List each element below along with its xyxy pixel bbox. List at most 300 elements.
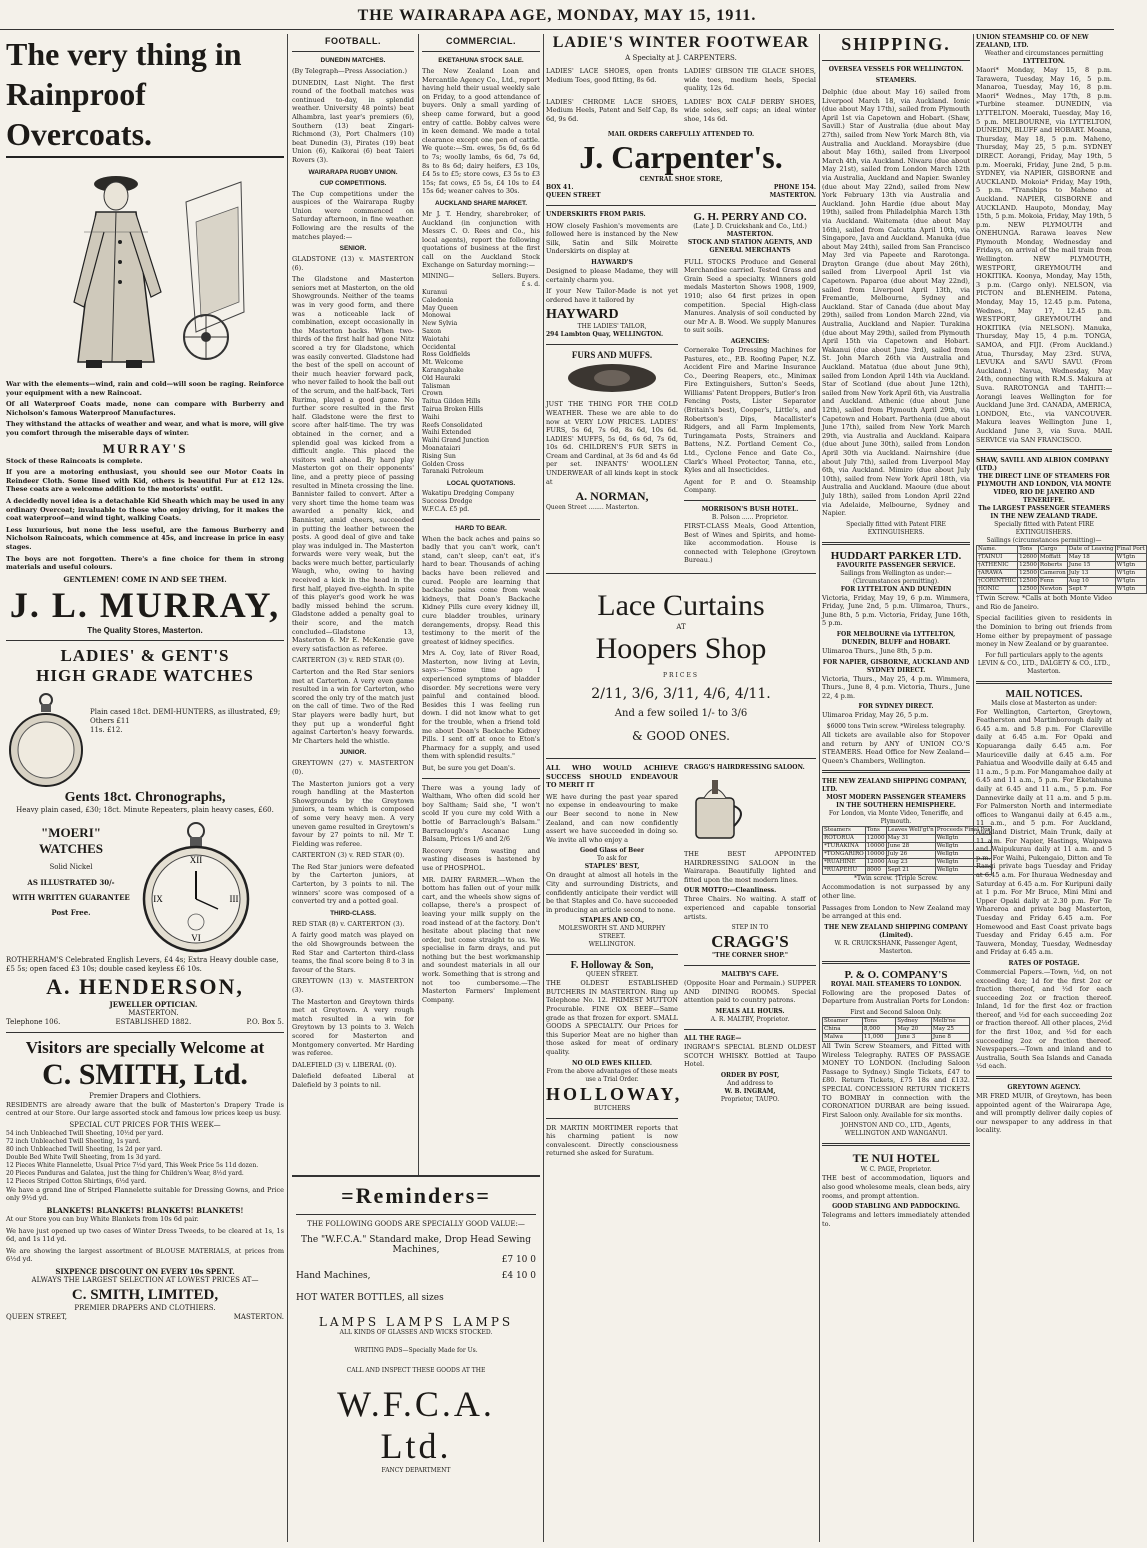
perry-sub: STOCK AND STATION AGENTS, AND GENERAL MERCHANTS bbox=[687, 238, 813, 254]
nzsc-route: For London, via Monte Video, Teneriffe, and Plymouth. bbox=[828, 810, 964, 826]
nzsc-column-header: Steamers bbox=[823, 827, 866, 835]
mine-row bbox=[422, 359, 540, 367]
dunedin-by: (By Telegraph—Press Association.) bbox=[292, 67, 407, 75]
nzsc-name: THE NEW ZEALAND SHIPPING COMPANY (Limited). bbox=[824, 923, 968, 939]
staples-name: STAPLES AND CO., bbox=[579, 917, 645, 925]
greytown-third-match: GREYTOWN (13) v. MASTERTON (3). bbox=[292, 977, 414, 994]
hard-to-bear-head: HARD TO BEAR. bbox=[455, 524, 507, 532]
huddart-sub: FAVOURITE PASSENGER SERVICE. bbox=[836, 561, 956, 569]
underskirts-body: HOW closely Fashion's movements are followed here is instanced by the New Silk, Satin and Silk Moirette Underskirts on display at bbox=[546, 221, 678, 256]
shaw-row bbox=[977, 554, 1147, 562]
mine-row bbox=[422, 375, 540, 383]
mine-row bbox=[422, 383, 540, 391]
perry-agent: Agent for P. and O. Steamship Company. bbox=[684, 477, 816, 495]
prices-label: PRICES bbox=[662, 671, 699, 679]
cup-body: The Cup competitions under the auspices of the Wairarapa Rugby Union were commenced on Saturday afternoon, in fine weather. Following are the results of the matches played:— bbox=[292, 189, 414, 241]
nzsc-column-header: Leaves Well'gt'n bbox=[887, 827, 934, 834]
shaw-cell: June 15 bbox=[1067, 562, 1115, 570]
mine-row bbox=[422, 461, 540, 469]
po-cell: June 3 bbox=[896, 1033, 932, 1041]
hard-to-bear-body-3: But, be sure you get Doan's. bbox=[422, 764, 516, 773]
shaw-cell: 12500 bbox=[1019, 570, 1037, 577]
smith-headline: Visitors are specially Welcome at bbox=[25, 1037, 265, 1057]
football-section-head: FOOTBALL. bbox=[325, 36, 381, 46]
morrison-prop: B. Polson ...... Proprietor. bbox=[711, 514, 789, 521]
cragg-chairs: Three Chairs. No waiting. A staff of experienced and capable tonsorial artists. bbox=[684, 895, 816, 921]
reminders-lamps-sub: ALL KINDS OF GLASSES AND WICKS STOCKED. bbox=[339, 1329, 493, 1336]
rage-head: ALL THE RAGE— bbox=[684, 1034, 742, 1042]
smith-items-list bbox=[6, 1130, 284, 1186]
shaw-head: SHAW, SAVILL AND ALBION COMPANY (LTD.) bbox=[976, 457, 1110, 473]
nzsc-cell: *RUAPEHU bbox=[823, 867, 866, 875]
staples-best: STAPLES' BEST, bbox=[584, 863, 640, 871]
nzsc-cell: 12000 bbox=[866, 859, 885, 866]
nzsc-column-header: Tons bbox=[865, 827, 886, 835]
lace-soiled: And a few soiled 1/- to 3/6 bbox=[614, 707, 748, 719]
nzsc-ship-table bbox=[822, 826, 992, 875]
local-name: W.F.C.A. £5 pd. bbox=[422, 505, 470, 513]
smith-always: ALWAYS THE LARGEST SELECTION AT LOWEST PRICES AT— bbox=[31, 1276, 259, 1285]
po-class: First and Second Saloon Only. bbox=[850, 1008, 942, 1016]
mine-name: Old Hauraki bbox=[422, 374, 461, 382]
smith-name: C. SMITH, Ltd. bbox=[42, 1057, 248, 1091]
postage-body: Commercial Papers.—Town, ½d, on not exceeding 4oz; 1d for the first 2oz or fraction thereof, and ½d for each succeeding 2oz or fraction thereof. Inland, 1d for the first 4oz or fraction thereof, and ½d for each succeeding 2oz or fraction thereof. All other places, 2½d for the first 10oz, and ½d for each succeeding 2oz or fraction thereof. Newspapers.—Town and inland and to Australia, South Sea Islands and Canada ½d each. bbox=[976, 967, 1112, 1071]
shaw-cell: W'lgtn bbox=[1115, 562, 1146, 570]
column-rule bbox=[973, 34, 974, 1542]
mine-name: Reefs Consolidated bbox=[422, 421, 483, 429]
holloway-trial: From the above advantages of these meats use a Trial Order. bbox=[546, 1067, 678, 1083]
mine-row bbox=[422, 468, 540, 476]
furs-head: FURS AND MUFFS. bbox=[571, 350, 653, 361]
units-label: £ s. d. bbox=[521, 281, 540, 289]
nzsc-cell: 8000 bbox=[865, 867, 886, 875]
mail-body: For Wellington, Carterton, Greytown, Featherston and Martinborough daily at 6.45 a.m. and 5.8 p.m. For Clareville daily at 6.45 a.m. For Opaki and Kopuaranga daily 6.45 a.m. For Mauriceville daily at 6.45 a.m. For Pahiatua and Woodville daily at 6.45 and 11 a.m., 5 p.m. For Mangamahoe daily at 6.45 and 11 a.m., 5 p.m. For Eketahuna daily at 6.45 and 11 a.m., 5 p.m. For Dannevirke daily at 11 a.m. and 5 p.m. For Palmerston North and intermediate offices to Wanganui daily at 6.45 a.m., 11 a.m., and 5 p.m. For Auckland, Auckland District, Main Trunk, daily at 11 a.m. For Napier, Hastings, Waipawa and Waipukurau daily at 11 a.m. and 5 p.m. For Waihi, Pukengaio, Ditton and Te Rangi private bags Tuesday and Friday at 6.45 a.m. For Ihuraua Wednesday and Saturday at 6.45 a.m. For Kuripuni daily at 1 p.m. For Mr Bruce, Mini Mini and Upper Opaki daily at 2.30 p.m. For Te Whareroa and private bag Masterton, Tuesday and Friday 6.45 a.m. For Homewood and East Coast private bags Tuesday and Friday 6.45 a.m. For Tauwera, Monday, Tuesday, Wednesday and Friday at 6.45 a.m. bbox=[976, 707, 1112, 957]
shaw-cell: Fenn bbox=[1038, 578, 1067, 586]
mine-row bbox=[422, 312, 540, 320]
shaw-row bbox=[977, 586, 1147, 594]
smith-item: Double Bed White Twill Sheeting, from 1s 3d yard. bbox=[6, 1153, 161, 1161]
nzsc-cell: *TURAKINA bbox=[823, 843, 866, 851]
shaw-cell: Cameron bbox=[1039, 570, 1066, 577]
mine-name: Waihi Extended bbox=[422, 429, 472, 437]
nzsc-row bbox=[823, 867, 992, 875]
column-3-commercial bbox=[422, 34, 540, 1168]
henderson-headline-1: LADIES' & GENT'S bbox=[60, 645, 230, 665]
po-cell: June 8 bbox=[931, 1033, 969, 1041]
henderson-advertisement bbox=[6, 646, 284, 1027]
maltby-meals: MEALS ALL HOURS. bbox=[715, 1007, 785, 1015]
po-body: All Twin Screw Steamers, and Fitted with Wireless Telegraphy. RATES OF PASSAGE MONEY TO LONDON. (Including Saloon Passage to Sydney.) Single Tickets, £47 to £80. Return Tickets, £75 18s and £132. SPECIAL CONCESSION RETURN TICKETS TO BOMBAY in connection with the CORONATION DURBAR are being issued. First Saloon only. Available for six months. bbox=[822, 1041, 970, 1119]
column-rule bbox=[543, 34, 544, 1542]
balsam-poem: There was a young lady of Waltham, Who often did scold her boy Saltham; Said she, "I won't scold If you cure my cold With a bottle of Barraclough's Balsam." Barraclough's Ascanac Lung Balsam, Prices 1/6 and 2/6 bbox=[422, 783, 540, 844]
specially-fitted: Specially fitted with Patent FIRE EXTINGUISHERS. bbox=[846, 520, 946, 536]
po-column-header: Melb'ne bbox=[931, 1017, 969, 1025]
sydney-body: Ulimaroa Friday, May 26, 5 p.m. bbox=[822, 711, 929, 720]
shaw-agents: LEVIN & CO., LTD., DALGETY & CO., LTD., Masterton. bbox=[977, 659, 1111, 675]
reminders-writing: WRITING PADS—Specially Made for Us. bbox=[354, 1347, 478, 1354]
maltby-body: (Opposite Hoar and Permain.) SUPPER AND DINING ROOMS. Special attention paid to country patrons. bbox=[684, 979, 816, 1005]
stock-sale-head: EKETAHUNA STOCK SALE. bbox=[438, 57, 524, 64]
junior-match: GREYTOWN (27) v. MASTERTON (0). bbox=[292, 759, 414, 776]
column-1 bbox=[6, 34, 284, 1542]
haywards: HAYWARD'S bbox=[591, 258, 633, 266]
holloway-body: THE OLDEST ESTABLISHED BUTCHERS IN MASTERTON. Ring up Telephone No. 12. PRIMEST MUTTON Procurable. FINE OX BEEF—Same grade as that frozen for export. SMALL GOODS A SPECIALTY. Our Prices for this Superior Meat are no higher than those asked for meat of ordinary quality. bbox=[546, 979, 678, 1057]
napier-body: Victoria, Thurs., May 25, 4 p.m. Wimmera, Thurs., June 8, 4 p.m. Victoria, Thurs., June 22, 4 p.m. bbox=[822, 674, 970, 700]
po-intro: Following are the proposed Dates of Departure from Australian Ports for London: bbox=[822, 988, 970, 1006]
perry-name: G. H. PERRY AND CO. bbox=[693, 210, 807, 223]
shaw-cell: July 13 bbox=[1067, 570, 1115, 578]
holloway-name: HOLLOWAY, bbox=[546, 1083, 683, 1104]
good-stabling: GOOD STABLING AND PADDOCKING. bbox=[832, 1203, 960, 1211]
henderson-box: P.O. Box 5. bbox=[246, 1017, 284, 1026]
shaw-column-header: Final Port bbox=[1116, 546, 1145, 553]
mortimer-ad: DR MARTIN MORTIMER reports that his charming patient is now convalescent. Directly consciousness returned she asked for Suratum. bbox=[546, 1123, 678, 1158]
shoe-item: LADIES' GIBSON TIE GLACE SHOES, wide toes, medium heels, Special quality, 12s 6d. bbox=[684, 67, 816, 93]
mine-row bbox=[422, 406, 540, 414]
shaw-cell: W'lgtn bbox=[1115, 578, 1146, 586]
tenui-head: TE NUI HOTEL bbox=[852, 1151, 940, 1166]
carterton-body: Carterton and the Red Star seniors met at Carterton. A very even game resulted in a win for Carterton, who scored the only try of the match just on the call of time. Two of the Red Star players were badly hurt, but they put up a wonderful fight against Carterton's heavy forwards. Mr Charters held the whistle. bbox=[292, 668, 414, 745]
murray-body-2: Of all Waterproof Coats made, none can compare with Burberry and Nicholson's famous Waterproof Manufactures. bbox=[6, 400, 284, 417]
share-market-head: AUCKLAND SHARE MARKET. bbox=[434, 199, 528, 207]
svg-text:VI: VI bbox=[191, 932, 201, 943]
lace-curtains-head: Lace Curtains bbox=[597, 588, 765, 622]
perry-agencies-body: Cornerake Top Dressing Machines for Pastures, etc., P.B. Roofing Paper, N.Z. Accident Fire and Marine Insurance Co., Deering Reapers, etc., Minimax Fire Extinguishers, Sutton's Seeds, Williams' Patent Droppers, Butler's Iron Fencing Posts, Lister Separator (Britain's best), Cooper's, Little's, and Robertson's Dips, Macallister's Ridgers, and all Farm Implements, Turingamata Posts, Strainers and Battens, N.Z. Portland Cement Co., Ltd., Cyclone Fence and Gate Co., Clark's Wheel Protector, Tanna, etc., Kyles and all Insecticides. bbox=[684, 345, 816, 475]
po-sub: ROYAL MAIL STEAMERS TO LONDON. bbox=[830, 980, 962, 988]
shaw-cell: †IONIC bbox=[977, 586, 1018, 594]
steamers-head: STEAMERS. bbox=[875, 77, 917, 84]
henderson-plain-cased: Plain cased 18ct. DEMI-HUNTERS, as illustrated, £9; Others £11 bbox=[90, 707, 281, 725]
mine-name: Monowai bbox=[422, 312, 451, 320]
shaw-row bbox=[977, 578, 1147, 586]
mine-name: Rising Sun bbox=[422, 452, 456, 460]
cragg-corner-shop: "THE CORNER SHOP." bbox=[711, 952, 788, 960]
smith-residents: RESIDENTS are already aware that the bulk of Masterton's Drapery Trade is centred at our Store. Our large assorted stock and famous low prices keep us busy. bbox=[6, 1100, 284, 1118]
senior-body: The Gladstone and Masterton seniors met at Masterton, on the old Showgrounds. Neither of the teams was in very good form, and there was a noticeable lack of combination, except occasionally in the Masterton backs. When two-thirds of the first half had gone Nitz scored a try for Gladstone, which was easily converted. Gladstone had the best of the spell on account of their much heavier forward pack, who never failed to hook the ball out of the scrum, and the half-back, Teri Rurima, played a good game. No further score resulted in the first half. Gladstone were the first to score after half-time. The try was obtained in the corner, and a splendid goal was kicked from a difficult angle. This placed the visitors well ahead. By hard play Masterton got on their opponents' line, and a pretty piece of passing resulted in Mineta crossing the line. Bannister failed to convert. After a very short time the home team was awarded a penalty kick, and Bannister, amid cheers, succeeded in putting the leather between the posts. A good deal of give and take play was indulged in. The Masterton forwards were very weak, but the backs were much better, particularly Waugh, who, owing to having received a kick in the head in the first half, played five-eighth. In spite of this player's good work he was badly missed behind the scrum. Gladstone added a penalty goal to their score, and the match concluded—Gladstone 13, Masterton 6. Mr E. McKenzie gave every satisfaction as referee. bbox=[292, 275, 414, 653]
nzsc-head: THE NEW ZEALAND SHIPPING COMPANY, LTD. bbox=[822, 778, 967, 794]
sellers-label: Sellers. bbox=[492, 273, 515, 281]
pocket-watch-icon bbox=[6, 690, 86, 790]
column-4-advertisements bbox=[546, 34, 816, 1542]
holloway-no-old-ewe: NO OLD EWES KILLED. bbox=[572, 1059, 652, 1067]
po-cell: China bbox=[823, 1025, 863, 1033]
perry-late: (Late J. D. Cruickshank and Co., Ltd.) bbox=[693, 222, 807, 230]
senior-head: SENIOR. bbox=[339, 245, 367, 253]
twin-screw-note: $6000 tons Twin screw. *Wireless telegraphy. bbox=[826, 723, 966, 731]
shaw-sailings: Sailings (circumstances permitting)— bbox=[986, 537, 1102, 545]
murray-kid-sheath: A decidedly novel idea is a detachable Kid Sheath which may be used in any ordinary Overcoat; invaluable to those who enjoy driving, for it makes the coat waterproof—and wind tight, walking Coats. bbox=[6, 496, 284, 523]
mine-name: Kuranui bbox=[422, 289, 448, 297]
lyttelton-route: FOR LYTTELTON AND DUNEDIN bbox=[840, 585, 952, 593]
staples-address: MOLESWORTH ST. AND MURPHY STREET. bbox=[558, 925, 666, 941]
norman-address: Queen Street ........ Masterton. bbox=[546, 504, 640, 512]
shaw-cell: 12600 bbox=[1019, 554, 1037, 561]
carpenter-phone: PHONE 154. bbox=[773, 183, 816, 191]
senior-match: GLADSTONE (13) v. MASTERTON (6). bbox=[292, 255, 414, 272]
furs-body: JUST THE THING FOR THE COLD WEATHER. These we are able to do now at VERY LOW PRICES. LADIES' FURS, 5s 6d, 7s 6d, 8s 6d, 10s 6d. LADIES' MUFFS, 5s 6d, 6s 6d, 7s 6d, 10s 6d. CHILDREN'S FUR SETS in Cream and Cardinal, at 3s 6d and 4s 6d per set. INFANTS' WOOLLEN UNDERWEAR of all kinds kept in stock at bbox=[546, 400, 678, 486]
lace-prices: 2/11, 3/6, 3/11, 4/6, 4/11. bbox=[591, 685, 771, 702]
melbourne-body: Ulimaroa Thurs., June 8th, 5 p.m. bbox=[822, 647, 933, 656]
mail-head: MAIL NOTICES. bbox=[1005, 688, 1083, 700]
underskirts-head: UNDERSKIRTS FROM PARIS. bbox=[546, 210, 646, 218]
staples-detail: On draught at almost all hotels in the City and surrounding Districts, and confidently anticipate their verdict will be that Staples and Co. have succeeded in producing an article second to none. bbox=[546, 871, 678, 914]
column-rule bbox=[287, 34, 288, 1542]
dunedin-head: DUNEDIN MATCHES. bbox=[320, 57, 386, 64]
murray-motorist: If you are a motoring enthusiast, you should see our Motor Coats in Reindeer Cloth. Some lined with Kid, others is beautiful Fur at £12 12s. These coats are a welcome addition to the motorists' outfit. bbox=[6, 468, 284, 494]
carpenter-head: LADIE'S WINTER FOOTWEAR bbox=[552, 34, 810, 51]
masthead-title: THE WAIRARAPA AGE, MONDAY, MAY 15, 1911. bbox=[357, 7, 757, 24]
shaving-mug-icon bbox=[684, 776, 754, 846]
greytown-third-body: The Masterton and Greytown thirds met at Greytown. A very rough match resulted in a win for Greytown by 13 points to 3. Welch scored for Masterton and Montgomery converted. Mr Harding was referee. bbox=[292, 997, 414, 1058]
shaw-cell: †CORINTHIC bbox=[978, 578, 1017, 585]
mine-row bbox=[422, 445, 540, 453]
nzsc-cell: May 31 bbox=[886, 835, 935, 843]
central-shoe-store: CENTRAL SHOE STORE, bbox=[639, 175, 723, 183]
tenui-body: THE best of accommodation, liquors and also good wholesome meals, clean beds, airy rooms, and prompt attention. bbox=[822, 1174, 970, 1200]
mine-row bbox=[422, 398, 540, 406]
shaw-cell: †ATHENIC bbox=[977, 562, 1018, 570]
shaw-ship-table bbox=[976, 545, 1147, 594]
henderson-post-free: Post Free. bbox=[51, 907, 91, 917]
nzsc-cell: Wellgtn bbox=[935, 867, 992, 875]
greytown-body: MR FRED MUIR, of Greytown, has been appointed agent of the Wairarapa Age, and will promptly deliver daily copies of our newspaper to any address in that locality. bbox=[976, 1092, 1112, 1135]
murray-store-name: MURRAY'S bbox=[102, 440, 188, 456]
share-market-body: Mr J. T. Hendry, sharebroker, of Auckland (in conjunction with Messrs C. O. Rees and Co., his local agents), report the following quotations of business at the first call on the Auckland Stock Exchange on Saturday morning:— bbox=[422, 209, 540, 270]
carterton-match: CARTERTON (3) v. RED STAR (0). bbox=[292, 656, 405, 665]
svg-text:XII: XII bbox=[189, 854, 203, 865]
mine-row bbox=[422, 437, 540, 445]
nzsc-cell: ROTORUA bbox=[823, 835, 866, 843]
po-column-header: Sydney bbox=[896, 1017, 932, 1025]
third-body: A fairly good match was played on the old Showgrounds between the Red Star and Carterton third-class teams, the final score being 8 to 3 in favour of the Stars. bbox=[292, 931, 414, 974]
po-cell: May 25 bbox=[931, 1025, 969, 1033]
henderson-as-illustrated: AS ILLUSTRATED 30/- bbox=[27, 877, 115, 887]
henderson-watches: WATCHES bbox=[38, 840, 104, 856]
nzsc-cell: *TONGARIRO bbox=[824, 851, 864, 858]
holloway-street: QUEEN STREET. bbox=[585, 971, 639, 979]
local-quotations-table bbox=[422, 490, 540, 513]
henderson-established: ESTABLISHED 1882. bbox=[115, 1017, 192, 1026]
carpenter-box: BOX 41. bbox=[546, 183, 574, 191]
perry-town: MASTERTON. bbox=[726, 230, 774, 238]
huddart-footer: All tickets are available also for Stopover and return by ANY of UNION CO.'S STEAMERS. Head Office for New Zealand—Queen's Chambers, Wellington. bbox=[822, 731, 970, 765]
murray-boys: The boys are not forgotten. There's a fine choice for them in strong materials and useful colours. bbox=[6, 554, 284, 572]
wfca-name: W.F.C.A. Ltd. bbox=[337, 1384, 495, 1466]
nzsc-cell: 12000 bbox=[866, 835, 885, 842]
carpenter-sub: A Specialty at J. CARPENTERS. bbox=[625, 54, 737, 62]
lace-good-ones: & GOOD ONES. bbox=[632, 728, 730, 743]
nzsc-row bbox=[823, 835, 992, 843]
mine-name: Taranaki Petroleum bbox=[422, 468, 484, 476]
shaw-cell: †TAINUI bbox=[977, 554, 1018, 562]
mine-row bbox=[422, 367, 540, 375]
smith-blankets: BLANKETS! BLANKETS! BLANKETS! BLANKETS! bbox=[46, 1206, 244, 1216]
po-agents: JOHNSTON AND CO., LTD., Agents, WELLINGTON AND WANGANUI. bbox=[841, 1122, 951, 1138]
nzsc-cell: *RUAHINE bbox=[823, 859, 866, 867]
reminders-hand: Hand Machines, bbox=[296, 1271, 371, 1281]
cragg-motto: OUR MOTTO:—Cleanliness. bbox=[684, 887, 777, 895]
staples-good-glass: Good Glass of Beer bbox=[579, 847, 645, 855]
mine-row bbox=[422, 351, 540, 359]
carpenter-advertisement bbox=[546, 34, 816, 200]
junior-head: JUNIOR. bbox=[339, 749, 367, 757]
staples-body: WE have during the past year spared no expense in endeavouring to make our Beer second to none in New Zealand, and can now confidently assert we have succeeded in doing so. We invite all who enjoy a bbox=[546, 792, 678, 844]
smith-sub: Premier Drapers and Clothiers. bbox=[89, 1091, 201, 1100]
shaw-cell: W'lgtn bbox=[1115, 586, 1146, 594]
reminders-machine-price: £7 10 0 bbox=[501, 1255, 536, 1265]
mine-name: Tairua Broken Hills bbox=[422, 406, 484, 414]
murray-name: J. L. MURRAY, bbox=[9, 584, 281, 625]
buyers-label: Buyers. bbox=[516, 273, 540, 281]
steamers-body: Delphic (due about May 16) sailed from Liverpool March 18, via Auckland. Ionic (due about May 17th), sailed from Plymouth April 1st via Capetown and Hobart. (Shaw, Savill.) Star of Australia (due about May 27th), sailed from New York March 8th, via Australia and Auckland. Moraysbire (due about May 16th), sailed from Liverpool March 4th, via Auckland. Niwaru (due about May 21st), sailed from London March 12th via Australia, Auckland and Napier. Swanley (due about May 22nd), sailed from New York February 13th via Australia and Auckland. John Hardie (due about May 19th), sailed from Philadelphia March 13th via Auckland. Waitemata (due about May 16th), sailed from Calcutta April 10th, via Singapore, Java and Auckland. Manuka (due about May 24th), sailed from San Francisco May 3rd via Papeete and Rarotonga. Drayton Grange (due about May 26th), sailed from Liverpool April 1st via Capetown. Paparoa (due about May 22nd), sailed from Liverpool April 13th, via Fremantle, Melbourne, Sydney and Auckland. Star of Canada (due about May 29th), sailed from London March 22nd, via Australia, Auckland and Napier. Turakina (due about May 29th), sailed from Plymouth April 15th via Capetown and Hobart. Wakanui (due about June 3rd), sailed from St. John March 26th via Australia and Auckland. Matatua (due about June 9th), sailed from London April 14th via Auckland. Star of Scotland (due about June 12th), sailed from New York April 6th, via Australia and Auckland. Athenic (due about June 12th), sailed from Plymouth April 29th, via Capetown and Hobart. Parthenia (due about June 17th), sailed from New York March 29th, via Australia and Auckland. Kaipara (due about June 30th), sailed from London April 30th via Auckland. Nairnshire (due about July 7th), sailed from Liverpool May 6th, via Auckland. Mimiro (due about July 10th), sailed from New York April 18th, via Australia and Auckland. Maoure (due about July 18th), sailed from London April 22nd via Adelaide, Melbourne, Sydney and Napier. bbox=[822, 88, 970, 518]
order-by-post: ORDER BY POST, bbox=[720, 1071, 780, 1079]
hayward-advertisement bbox=[546, 211, 678, 568]
address-to: And address to bbox=[727, 1079, 773, 1087]
shaw-fitted: Specially fitted with Patent FIRE EXTINGUISHERS. bbox=[994, 521, 1094, 537]
local-row bbox=[422, 498, 540, 506]
union-sub: Weather and circumstances permitting bbox=[984, 50, 1104, 57]
napier-route: FOR NAPIER, GISBORNE, AUCKLAND AND SYDNEY DIRECT. bbox=[822, 658, 970, 674]
henderson-address: MASTERTON. bbox=[128, 1008, 179, 1017]
carpenter-name: J. Carpenter's. bbox=[579, 138, 783, 175]
nzsc-row bbox=[823, 851, 992, 859]
mine-name: Moanataiari bbox=[422, 445, 461, 452]
cup-head: CUP COMPETITIONS. bbox=[319, 179, 387, 187]
norman-name: A. NORMAN, bbox=[575, 489, 649, 504]
reminders-hot-water: HOT WATER BOTTLES, all sizes bbox=[296, 1293, 444, 1303]
lace-at: AT bbox=[676, 622, 686, 631]
henderson-guarantee: WITH WRITTEN GUARANTEE bbox=[12, 892, 130, 902]
holloway-head: F. Holloway & Son, bbox=[570, 960, 654, 972]
shaw-body: Special facilities given to residents in the Dominion to bring out friends from Home either by prepayment of passage money in New Zealand or by guarantee. bbox=[976, 614, 1112, 649]
po-column-header: Steamer bbox=[823, 1017, 863, 1025]
holloway-butchers: BUTCHERS bbox=[593, 1104, 631, 1112]
overseas-head: OVERSEA VESSELS FOR WELLINGTON. bbox=[828, 66, 964, 73]
shaw-twin: †Twin Screw. *Calls at both Monte Video and Rio de Janeiro. bbox=[976, 594, 1112, 611]
column-6-shipping-mail bbox=[976, 34, 1145, 1542]
mine-name: Taitua Gilden Hills bbox=[422, 398, 481, 406]
mine-row bbox=[422, 414, 540, 422]
local-row bbox=[422, 506, 540, 514]
reminders-intro: THE FOLLOWING GOODS ARE SPECIALLY GOOD VALUE:— bbox=[307, 1220, 525, 1228]
huddart-head: HUDDART PARKER LTD. bbox=[830, 549, 962, 562]
postage-head: RATES OF POSTAGE. bbox=[1008, 959, 1080, 967]
shaw-row bbox=[977, 570, 1147, 578]
smith-item: 54 inch Unbleached Twill Sheeting, 10½d per yard. bbox=[6, 1129, 164, 1137]
maltby-head: MALTBY'S CAFE. bbox=[721, 971, 779, 979]
local-quotations-head: LOCAL QUOTATIONS. bbox=[446, 480, 516, 488]
mine-row bbox=[422, 429, 540, 437]
phosphol-ad: Recovery from wasting and wasting diseases is hastened by use of PHOSPHOL. bbox=[422, 846, 540, 872]
tenui-telegrams: Telegrams and letters immediately attended to. bbox=[822, 1211, 970, 1228]
reminders-hand-price: £4 10 0 bbox=[501, 1271, 536, 1281]
wfca-department: FANCY DEPARTMENT bbox=[381, 1467, 451, 1474]
smith-winter-dress: We have just opened up two cases of Winter Dress Tweeds, to be cleared at 1s, 1s 6d, and 1s 11d yd. bbox=[6, 1226, 284, 1244]
murray-body-1: War with the elements—wind, rain and cold—will soon be raging. Reinforce your equipment with a new Raincoat. bbox=[6, 380, 284, 397]
shaw-largest: The LARGEST PASSENGER STEAMERS IN THE NEW ZEALAND TRADE. bbox=[978, 505, 1110, 521]
hard-to-bear-body: When the back aches and pains so badly that you can't work, can't stand, can't sleep, can't eat, it's hard to bear. Thousands of aching backs have been relieved and cured. People are learning that backache pains come from weak kidneys, that Doan's Backache Kidney Pills cure every kidney ill, cure bladder troubles, urinary derangements, dropsy. Read this testimony to the merit of the greatest of kidney specifics. bbox=[422, 534, 540, 646]
nzsc-sub: MOST MODERN PASSENGER STEAMERS IN THE SOUTHERN HEMISPHERE. bbox=[826, 794, 966, 810]
shaw-cell: Sept 7 bbox=[1067, 586, 1115, 594]
local-name: Success Dredge bbox=[422, 497, 473, 505]
shoe-item: LADIES' BOX CALF DERBY SHOES, wide soles, self caps; an ideal winter shoe, 14s 6d. bbox=[684, 97, 816, 123]
carpenter-masterton: MASTERTON. bbox=[769, 191, 816, 199]
dairy-farmer-ad: MR. DAIRY FARMER.—When the bottom has fallen out of your milk cart, and the wheels show signs of collapse, there's a prospect of leaving your milk supply on the road instead of at the factory. Don't hesitate about placing that new order, but come straight to us. We specialise in farm drays, and put nothing but the best workmanship and soundest materials in all our work. Something that is strong and not too cumbersome.—The Masterton Farmers' Implement Company. bbox=[422, 875, 540, 1004]
po-cell: May 20 bbox=[896, 1025, 932, 1033]
tenui-prop: W. C. PAGE, Proprietor. bbox=[860, 1166, 932, 1174]
mine-name: New Sylvia bbox=[422, 320, 458, 328]
mine-name: Waihi Grand Junction bbox=[422, 437, 490, 445]
morrison-head: MORRISON'S BUSH HOTEL. bbox=[701, 506, 799, 513]
smith-item: 72 inch Unbleached Twill Sheeting, 1s yard. bbox=[6, 1137, 141, 1145]
shaw-cell: Moffatt bbox=[1038, 554, 1067, 562]
mine-name: Golden Cross bbox=[422, 460, 464, 468]
staples-ask-for: To ask for bbox=[597, 855, 627, 863]
murray-gentlemen: GENTLEMEN! COME IN AND SEE THEM. bbox=[63, 574, 227, 584]
mine-name: Talisman bbox=[422, 382, 451, 390]
shipping-head: SHIPPING. bbox=[841, 34, 951, 54]
hayward-tailor-q: If your New Tailor-Made is not yet ordered have it tailored by bbox=[546, 287, 678, 304]
hayward-designed: Designed to please Madame, they will certainly charm you. bbox=[546, 266, 678, 284]
cragg-body: THE BEST APPOINTED HAIRDRESSING SALOON in the Wairarapa. Beautifully lighted and fitted upon the most modern lines. bbox=[684, 849, 816, 884]
mine-row bbox=[422, 453, 540, 461]
po-cell: Malwa bbox=[823, 1033, 863, 1041]
nzsc-cell: Aug 23 bbox=[886, 859, 935, 867]
hayward-name: HAYWARD bbox=[546, 307, 619, 323]
furs-icon bbox=[546, 360, 678, 396]
po-ship-table bbox=[822, 1017, 970, 1042]
smith-advertisement bbox=[6, 1038, 284, 1322]
mine-name: May Queen bbox=[422, 304, 458, 312]
shaw-cell: 12500 bbox=[1019, 586, 1037, 593]
reminders-title: =Reminders= bbox=[341, 1183, 491, 1208]
murray-headline-1: The very thing in bbox=[6, 36, 242, 72]
nzsc-row bbox=[823, 859, 992, 867]
reminders-machine: The "W.F.C.A." Standard make, Drop Head Sewing Machines, bbox=[301, 1235, 531, 1255]
smith-striped: We have a grand line of Striped Flannelette suitable for Dressing Gowns, and Price only 9½d yd. bbox=[6, 1185, 284, 1203]
henderson-phone: Telephone 106. bbox=[6, 1017, 61, 1026]
shaw-cell: 12500 bbox=[1019, 562, 1037, 569]
mine-name: Caledonia bbox=[422, 296, 454, 304]
mail-intro: Mails close at Masterton as under: bbox=[991, 699, 1097, 707]
shaw-cell: †ARAWA bbox=[977, 570, 1018, 578]
staples-head: ALL WHO WOULD ACHIEVE SUCCESS SHOULD ENDEAVOUR TO MERIT IT bbox=[546, 763, 678, 790]
masthead bbox=[0, 4, 1114, 30]
mine-name: Saxon bbox=[422, 328, 442, 336]
lyttelton-body: Victoria, Friday, May 19, 6 p.m. Wimmera, Friday, June 2nd, 5 p.m. Ulimaroa, Thurs., June 8th, 5 p.m. Victoria, Friday, June 16th, 5 p.m. bbox=[822, 593, 970, 628]
third-head: THIRD-CLASS. bbox=[330, 909, 376, 917]
murray-tagline: The Quality Stores, Masterton. bbox=[87, 625, 203, 635]
dalefield-body: Dalefield defeated Liberal at Dalefield by 3 points to nil. bbox=[292, 1072, 414, 1089]
nzsc-accommodation: Accommodation is not surpassed by any other line. bbox=[822, 883, 970, 900]
column-rule bbox=[819, 34, 820, 1542]
staples-advertisement bbox=[546, 763, 683, 1161]
nzsc-cell: June 28 bbox=[886, 843, 935, 851]
nzsc-cell: Wellgtn bbox=[935, 843, 992, 851]
morrison-body: FIRST-CLASS Meals, Good Attention, Best of Wines and Spirits, and home-like accommodation. House is connected with Telephone (Greytown Bureau.) bbox=[684, 522, 816, 565]
shoe-list bbox=[546, 67, 816, 127]
mail-orders: MAIL ORDERS CAREFULLY ATTENDED TO. bbox=[607, 130, 755, 138]
smith-item: 80 inch Unbleached Twill Sheeting, 1s 2d per yard. bbox=[6, 1145, 163, 1153]
nzsc-row bbox=[823, 843, 992, 851]
murray-headline-2: Rainproof Overcoats. bbox=[6, 74, 284, 158]
local-row bbox=[422, 490, 540, 498]
mine-name: Crown bbox=[422, 390, 443, 398]
shaw-column-header: Cargo bbox=[1038, 546, 1067, 554]
mine-name: Waiotahi bbox=[422, 335, 450, 343]
reminders-lamps: LAMPS LAMPS LAMPS bbox=[318, 1315, 514, 1329]
mine-row bbox=[422, 305, 540, 313]
